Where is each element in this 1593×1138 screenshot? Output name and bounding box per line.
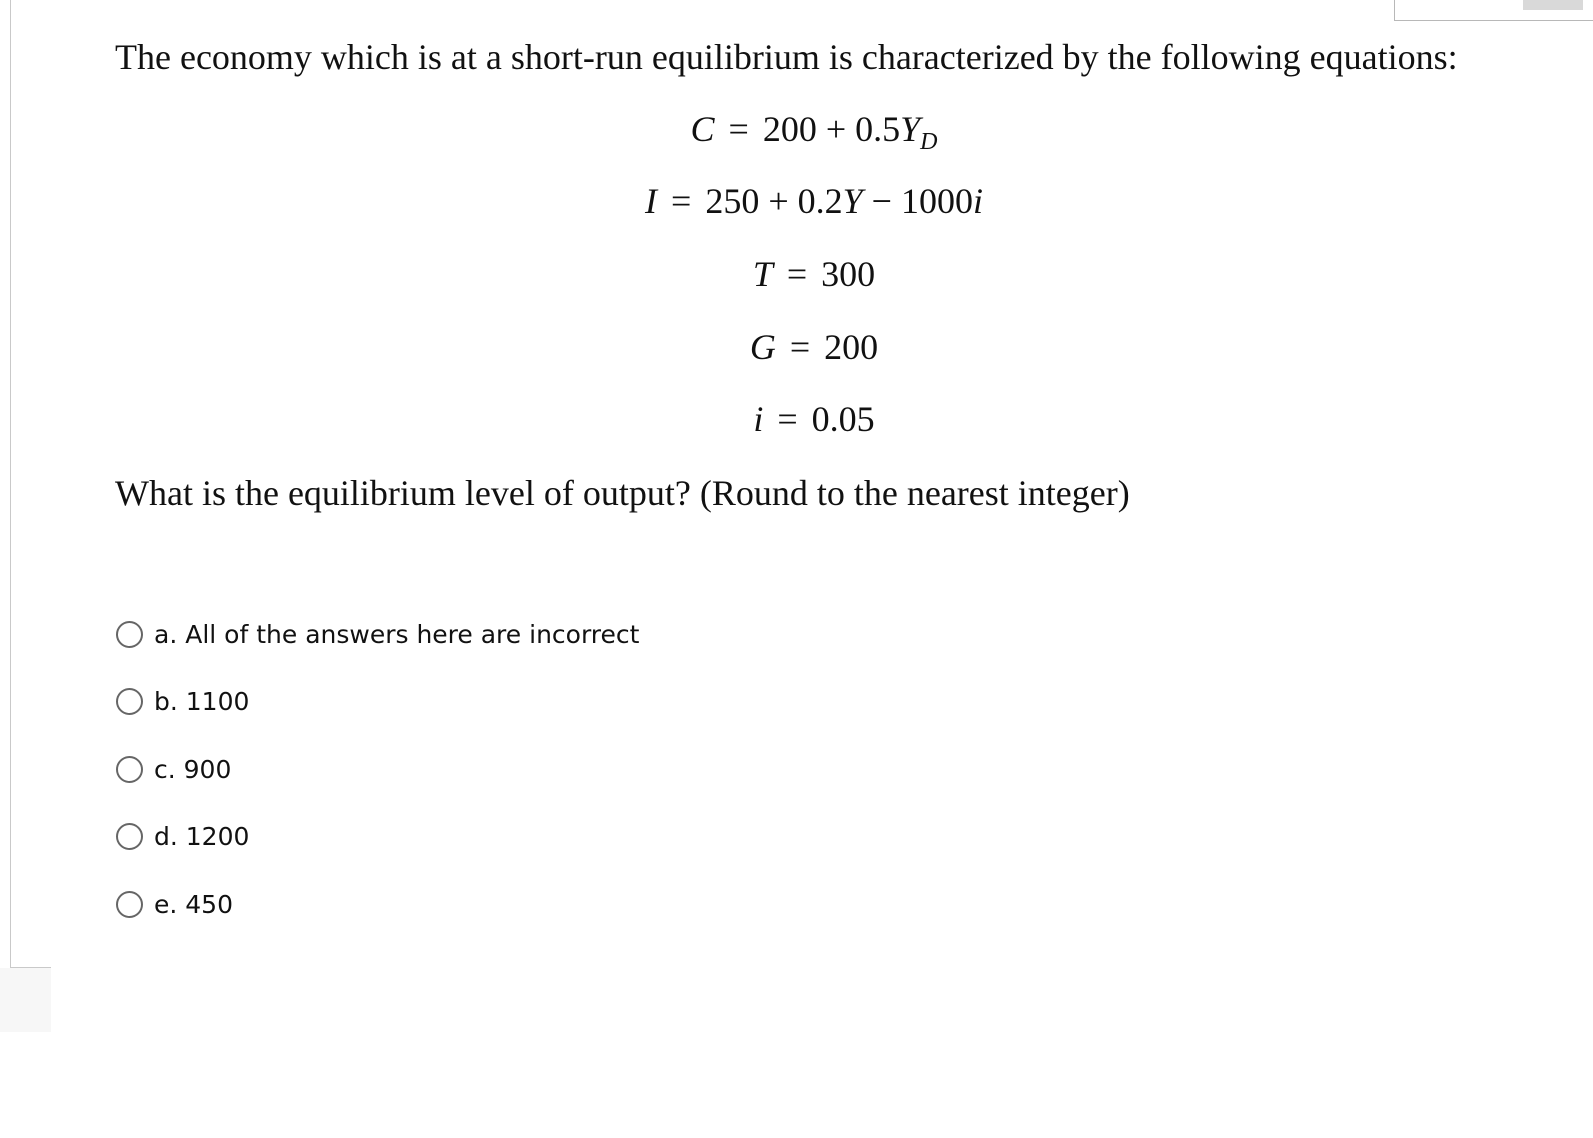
equation-lhs: C [690,109,715,149]
answer-option-label: a. [154,619,178,649]
answer-option-label: b. [154,686,178,716]
equation-variable: i [972,181,983,221]
equation-variable: Y [900,109,921,149]
answer-option-value: 1100 [185,686,250,716]
equation-rhs: 200 [824,327,879,367]
equals-sign: = [728,109,749,149]
equation-rhs: 200 + 0.5 [762,109,901,149]
answer-option-value: 450 [185,889,233,919]
equation-rhs: 250 + 0.2 [705,181,843,221]
equation-rhs: 0.05 [811,399,875,439]
equation-subscript: D [920,129,938,155]
answer-option-e[interactable] [116,887,233,921]
equation-rhs: 300 [821,254,876,294]
answer-option-label: c. [154,754,176,784]
equation-government [0,326,1593,368]
answer-option-label: e. [154,889,178,919]
equation-lhs: i [753,399,764,439]
answer-option-text[interactable] [154,755,231,784]
equals-sign: = [786,254,808,294]
answer-option-text[interactable] [154,687,249,716]
question-prompt: What is the equilibrium level of output? (Round to the nearest integer) [115,473,1130,513]
equation-rhs: − 1000 [862,181,973,221]
answer-option-a[interactable] [116,617,639,651]
answer-option-value: 900 [183,754,232,784]
answer-option-text[interactable] [154,822,249,851]
equation-consumption [0,108,1593,156]
equals-sign: = [671,181,692,221]
equation-lhs: I [645,181,657,221]
answer-option-label: d. [154,821,178,851]
answer-option-text[interactable] [154,890,233,919]
equation-lhs: G [749,327,776,367]
equals-sign: = [777,399,798,439]
answer-option-value: 1200 [185,821,250,851]
radio-button-icon[interactable] [116,756,143,783]
radio-button-icon[interactable] [116,688,143,715]
radio-button-icon[interactable] [116,621,143,648]
equation-variable: Y [842,181,863,221]
equation-taxes [0,253,1593,295]
equation-interest-rate [0,398,1593,440]
equals-sign: = [789,327,811,367]
radio-button-icon[interactable] [116,823,143,850]
top-right-tab [1523,0,1583,10]
answer-option-b[interactable] [116,684,249,718]
answer-option-d[interactable] [116,819,249,853]
answer-option-c[interactable] [116,752,231,786]
answer-option-text[interactable] [154,620,639,649]
question-intro: The economy which is at a short-run equilibrium is characterized by the following equations: [115,37,1458,77]
equation-investment [0,180,1593,222]
answer-option-value: All of the answers here are incorrect [185,619,640,649]
radio-button-icon[interactable] [116,891,143,918]
page-background-panel [0,968,51,1032]
equation-lhs: T [752,254,773,294]
